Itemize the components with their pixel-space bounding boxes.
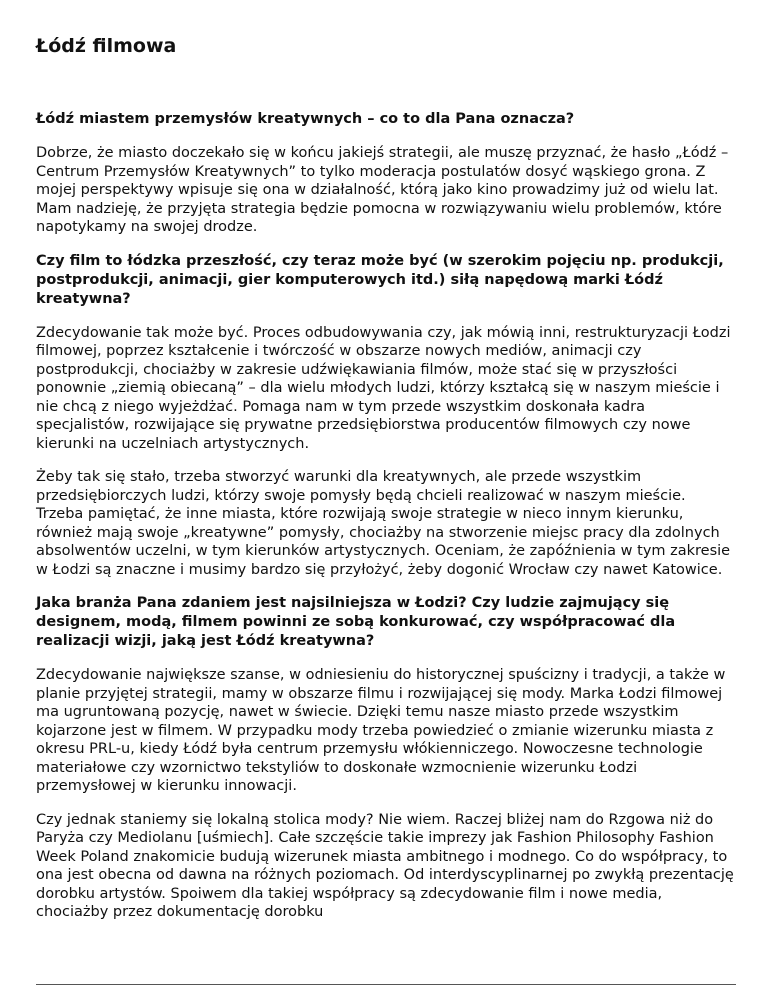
document-title: Łódź filmowa (36, 35, 177, 57)
interview-answer: Zdecydowanie największe szanse, w odniesieniu do historycznej spuścizny i tradycji, a także w planie przyjętej strategii, mamy w obszarze filmu i rozwijającej się mody. Marka Łodzi filmowej ma ugruntowaną pozycję, nawet w świecie. Dzięki temu nasze miasto przede wszystkim kojarzone jest w filmem. W przypadku mody trzeba powiedzieć o zmianie wizerunku miasta z okresu PRL-u, kiedy Łódź była centrum przemysłu włókienniczego. Nowoczesne technologie materiałowe czy wzornictwo tekstyliów to doskonałe wzmocnienie wizerunku Łodzi przemysłowej w kierunku innowacji. (36, 667, 726, 794)
interview-answer: Czy jednak staniemy się lokalną stolica mody? Nie wiem. Raczej bliżej nam do Rzgowa niż do Paryża czy Mediolanu [uśmiech]. Całe szczęście takie imprezy jak Fashion Philosophy Fashion Week Poland znakomicie budują wizerunek miasta ambitnego i modnego. Co do współpracy, to ona jest obecna od dawna na różnych poziomach. Od interdyscyplinarnej po zwykłą prezentację dorobku artystów. Spoiwem dla takiej współpracy są zdecydowanie film i nowe media, chociażby przez dokumentację dorobku (36, 811, 734, 920)
interview-answer: Dobrze, że miasto doczekało się w końcu jakiejś strategii, ale muszę przyznać, że hasło „Łódź – Centrum Przemysłów Kreatywnych” to tylko moderacja postulatów dosyć wąskiego grona. Z mojej perspektywy wpisuje się ona w działalność, którą jako kino prowadzimy już od wielu lat. Mam nadzieję, że przyjęta strategia będzie pomocna w rozwiązywaniu wielu problemów, które napotykamy na swojej drodze. (36, 145, 729, 235)
interview-answer: Zdecydowanie tak może być. Proces odbudowywania czy, jak mówią inni, restrukturyzacji Łodzi filmowej, poprzez kształcenie i twórczość w obszarze nowych mediów, animacji czy postprodukcji, chociażby w zakresie udźwiękawiania filmów, może stać się w przyszłości ponownie „ziemią obiecaną” – dla wielu młodych ludzi, którzy kształcą się w naszym mieście i nie chcą z niego wyjeżdżać. Pomaga nam w tym przede wszystkim doskonała kadra specjalistów, rozwijające się prywatne przedsiębiorstwa producentów filmowych czy nowe kierunki na uczelniach artystycznych. (36, 324, 731, 452)
footer-divider (36, 984, 736, 985)
interview-question: Łódź miastem przemysłów kreatywnych – co to dla Pana oznacza? (36, 111, 575, 127)
interview-question: Czy film to łódzka przeszłość, czy teraz może być (w szerokim pojęciu np. produkcji, postprodukcji, animacji, gier komputerowych itd.) siłą napędową marki Łódź kreatywna? (36, 252, 724, 307)
interview-answer: Żeby tak się stało, trzeba stworzyć warunki dla kreatywnych, ale przede wszystkim przedsiębiorczych ludzi, którzy swoje pomysły będą chcieli realizować w naszym mieście. Trzeba pamiętać, że inne miasta, które rozwijają swoje strategie w nieco innym kierunku, również mają swoje „kreatywne” pomysły, chociażby na stworzenie miejsc pracy dla zdolnych absolwentów uczelni, w tym kierunków artystycznych. Oceniam, że zapóźnienia w tym zakresie w Łodzi są znaczne i musimy bardzo się przyłożyć, żeby dogonić Wrocław czy nawet Katowice. (36, 469, 731, 578)
interview-question: Jaka branża Pana zdaniem jest najsilniejsza w Łodzi? Czy ludzie zajmujący się designem, modą, filmem powinni ze sobą konkurować, czy współpracować dla realizacji wizji, jaką jest Łódź kreatywna? (36, 595, 676, 649)
document-body (36, 110, 736, 937)
